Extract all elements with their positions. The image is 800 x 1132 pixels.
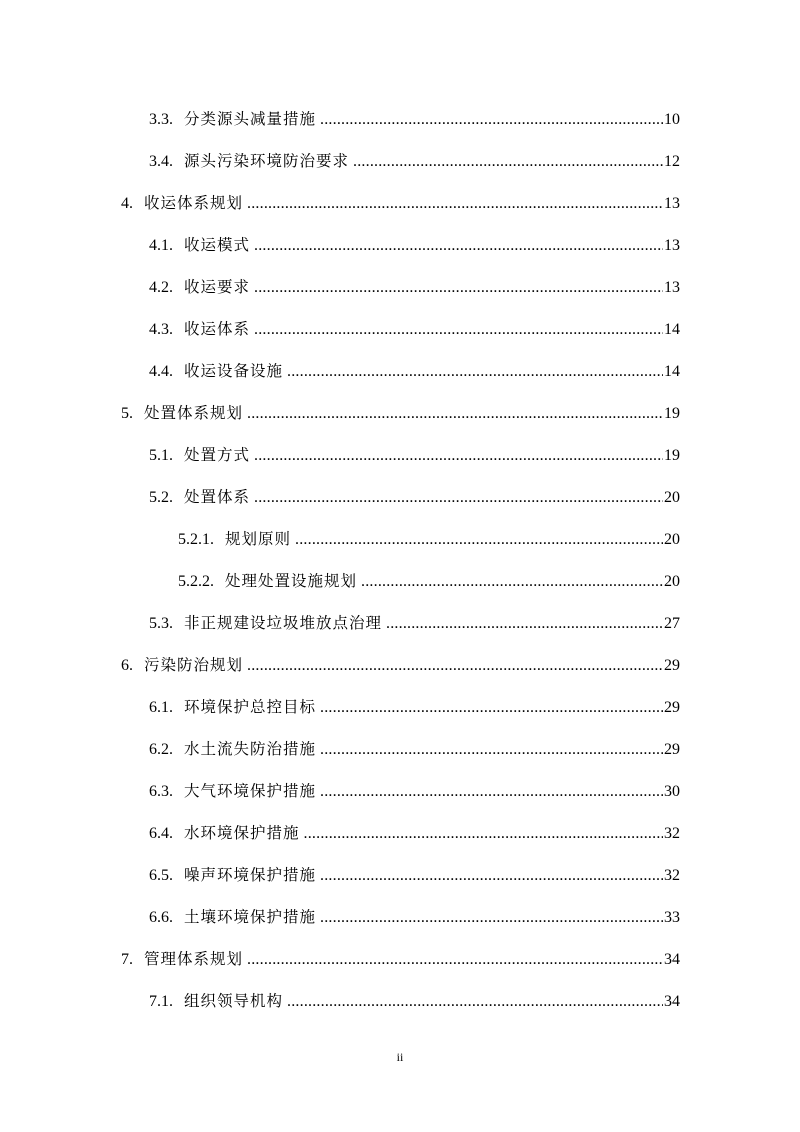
toc-entry-title[interactable]: 处理处置设施规划 <box>225 572 358 590</box>
toc-entry-page[interactable]: 13 <box>664 279 680 296</box>
toc-entry-number: 6.6. <box>149 909 173 926</box>
toc-entry[interactable] <box>149 822 680 844</box>
toc-entry-title[interactable]: 管理体系规划 <box>144 950 244 968</box>
toc-entry[interactable] <box>121 192 680 214</box>
toc-entry-title[interactable]: 非正规建设垃圾堆放点治理 <box>184 614 383 632</box>
toc-entry-number: 6.5. <box>149 867 173 884</box>
toc-entry-title[interactable]: 噪声环境保护措施 <box>184 866 317 884</box>
toc-entry[interactable] <box>149 738 680 760</box>
toc-entry-page[interactable]: 29 <box>664 699 680 716</box>
toc-entry-page[interactable]: 29 <box>664 657 680 674</box>
toc-entry[interactable] <box>149 318 680 340</box>
toc-entry-title[interactable]: 处置方式 <box>184 446 251 464</box>
toc-entry[interactable] <box>149 612 680 634</box>
toc-entry-number: 4.1. <box>149 237 173 254</box>
toc-entry-title[interactable]: 收运模式 <box>184 236 251 254</box>
toc-entry-number: 4.2. <box>149 279 173 296</box>
toc-entry[interactable] <box>178 528 680 550</box>
dot-leader <box>247 655 663 677</box>
toc-entry-number: 6.4. <box>149 825 173 842</box>
toc-entry-page[interactable]: 14 <box>664 321 680 338</box>
toc-entry-page[interactable]: 20 <box>664 531 680 548</box>
dot-leader <box>254 319 663 341</box>
toc-entry[interactable] <box>149 276 680 298</box>
toc-entry-title[interactable]: 环境保护总控目标 <box>184 698 317 716</box>
toc-entry[interactable] <box>121 402 680 424</box>
toc-entry-number: 4.3. <box>149 321 173 338</box>
toc-entry-title[interactable]: 收运体系 <box>184 320 251 338</box>
dot-leader <box>295 529 663 551</box>
toc-entry-page[interactable]: 12 <box>664 153 680 170</box>
toc-entry[interactable] <box>178 570 680 592</box>
toc-entry[interactable] <box>121 948 680 970</box>
dot-leader <box>304 823 663 845</box>
toc-entry-number: 5. <box>121 405 133 422</box>
toc-entry-page[interactable]: 20 <box>664 573 680 590</box>
toc-entry-page[interactable]: 10 <box>664 111 680 128</box>
toc-entry-number: 5.1. <box>149 447 173 464</box>
toc-entry[interactable] <box>149 990 680 1012</box>
dot-leader <box>247 193 663 215</box>
toc-entry-number: 6.2. <box>149 741 173 758</box>
toc-entry-number: 3.3. <box>149 111 173 128</box>
dot-leader <box>254 445 663 467</box>
dot-leader <box>361 571 663 593</box>
toc-entry-number: 4. <box>121 195 133 212</box>
toc-entry-page[interactable]: 33 <box>664 909 680 926</box>
toc-entry-number: 6. <box>121 657 133 674</box>
toc-entry[interactable] <box>149 360 680 382</box>
toc-entry-title[interactable]: 处置体系规划 <box>144 404 244 422</box>
dot-leader <box>386 613 663 635</box>
toc-entry-number: 5.2.1. <box>178 531 214 548</box>
toc-entry-title[interactable]: 水土流失防治措施 <box>184 740 317 758</box>
dot-leader <box>320 781 663 803</box>
toc-entry-page[interactable]: 29 <box>664 741 680 758</box>
dot-leader <box>320 697 663 719</box>
toc-entry-title[interactable]: 分类源头减量措施 <box>184 110 317 128</box>
toc-entry-title[interactable]: 组织领导机构 <box>184 992 284 1010</box>
toc-entry-title[interactable]: 水环境保护措施 <box>184 824 300 842</box>
toc-entry-number: 5.2.2. <box>178 573 214 590</box>
toc-entry[interactable] <box>149 150 680 172</box>
toc-entry-number: 5.2. <box>149 489 173 506</box>
toc-entry-number: 5.3. <box>149 615 173 632</box>
dot-leader <box>320 865 663 887</box>
toc-entry[interactable] <box>121 654 680 676</box>
toc-entry-title[interactable]: 源头污染环境防治要求 <box>184 152 350 170</box>
dot-leader <box>247 949 663 971</box>
toc-entry-number: 6.1. <box>149 699 173 716</box>
toc-entry[interactable] <box>149 108 680 130</box>
toc-entry-title[interactable]: 收运体系规划 <box>144 194 244 212</box>
toc-entry-page[interactable]: 27 <box>664 615 680 632</box>
dot-leader <box>254 235 663 257</box>
dot-leader <box>287 361 663 383</box>
toc-entry-title[interactable]: 土壤环境保护措施 <box>184 908 317 926</box>
toc-entry-page[interactable]: 32 <box>664 825 680 842</box>
toc-entry-page[interactable]: 13 <box>664 195 680 212</box>
dot-leader <box>247 403 663 425</box>
toc-entry-page[interactable]: 34 <box>664 993 680 1010</box>
toc-entry-page[interactable]: 14 <box>664 363 680 380</box>
toc-entry-number: 6.3. <box>149 783 173 800</box>
toc-entry-number: 7.1. <box>149 993 173 1010</box>
toc-entry[interactable] <box>149 864 680 886</box>
dot-leader <box>287 991 663 1013</box>
toc-entry-page[interactable]: 13 <box>664 237 680 254</box>
toc-entry[interactable] <box>149 486 680 508</box>
toc-entry[interactable] <box>149 234 680 256</box>
toc-entry-title[interactable]: 规划原则 <box>225 530 292 548</box>
toc-entry-title[interactable]: 收运要求 <box>184 278 251 296</box>
dot-leader <box>320 739 663 761</box>
toc-entry-page[interactable]: 30 <box>664 783 680 800</box>
toc-entry-title[interactable]: 收运设备设施 <box>184 362 284 380</box>
toc-entry-title[interactable]: 污染防治规划 <box>144 656 244 674</box>
dot-leader <box>353 151 663 173</box>
toc-entry[interactable] <box>149 906 680 928</box>
page-number-footer: ii <box>396 1050 404 1064</box>
toc-entry-page[interactable]: 34 <box>664 951 680 968</box>
toc-entry-page[interactable]: 32 <box>664 867 680 884</box>
toc-entry[interactable] <box>149 444 680 466</box>
toc-entry-title[interactable]: 大气环境保护措施 <box>184 782 317 800</box>
dot-leader <box>254 277 663 299</box>
toc-entry-page[interactable]: 19 <box>664 405 680 422</box>
toc-entry-page[interactable]: 20 <box>664 489 680 506</box>
toc-entry-number: 4.4. <box>149 363 173 380</box>
toc-entry-number: 3.4. <box>149 153 173 170</box>
toc-entry[interactable] <box>149 780 680 802</box>
dot-leader <box>320 907 663 929</box>
toc-entry-number: 7. <box>121 951 133 968</box>
toc-entry[interactable] <box>149 696 680 718</box>
dot-leader <box>320 109 663 131</box>
toc-entry-title[interactable]: 处置体系 <box>184 488 251 506</box>
toc-entry-page[interactable]: 19 <box>664 447 680 464</box>
dot-leader <box>254 487 663 509</box>
